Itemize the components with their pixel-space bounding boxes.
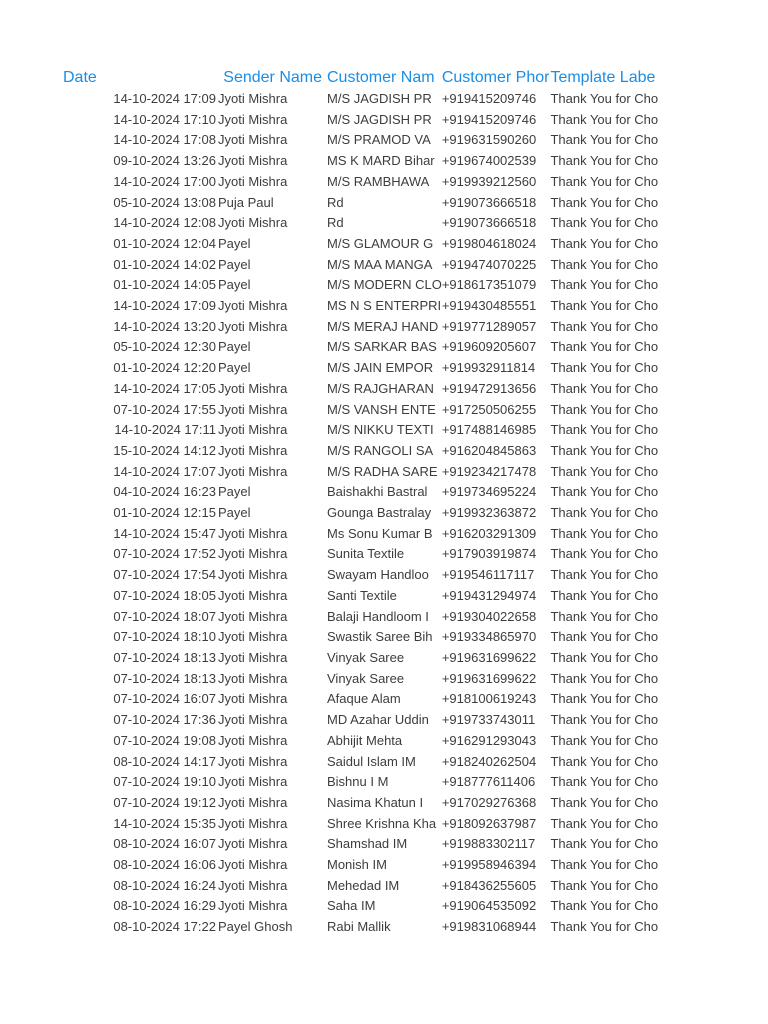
cell-date[interactable]: 08-10-2024 16:29 xyxy=(113,898,216,914)
table-row xyxy=(63,275,658,296)
cell-customer-name[interactable]: M/S VANSH ENTE xyxy=(327,401,436,417)
cell-sender-name[interactable]: Jyoti Mishra xyxy=(218,525,288,541)
cell-template-label[interactable]: Thank You for Cho xyxy=(550,857,659,873)
cell-customer-phone[interactable]: +919734695224 xyxy=(441,484,537,500)
table-row xyxy=(63,586,658,607)
cell-customer-phone[interactable]: +917903919874 xyxy=(441,546,537,562)
cell-date[interactable]: 14-10-2024 17:10 xyxy=(113,111,216,127)
cell-template-label[interactable]: Thank You for Cho xyxy=(550,649,659,665)
cell-template-label[interactable]: Thank You for Cho xyxy=(550,774,659,790)
cell-sender-name[interactable]: Payel xyxy=(218,256,251,272)
cell-date[interactable]: 14-10-2024 17:08 xyxy=(113,132,216,148)
cell-sender-name[interactable]: Jyoti Mishra xyxy=(218,898,288,914)
cell-date[interactable]: 08-10-2024 14:17 xyxy=(113,753,216,769)
cell-customer-name[interactable]: Sunita Textile xyxy=(327,546,405,562)
cell-sender-name[interactable]: Jyoti Mishra xyxy=(218,774,288,790)
cell-sender-name[interactable]: Jyoti Mishra xyxy=(218,732,288,748)
cell-template-label[interactable]: Thank You for Cho xyxy=(550,277,659,293)
cell-date[interactable]: 08-10-2024 16:06 xyxy=(113,857,216,873)
table-row xyxy=(63,130,658,151)
cell-date[interactable]: 14-10-2024 15:35 xyxy=(113,815,216,831)
cell-sender-name[interactable]: Payel xyxy=(218,339,251,355)
cell-customer-phone[interactable]: +919064535092 xyxy=(441,898,537,914)
table-row xyxy=(63,441,658,462)
cell-customer-name[interactable]: M/S PRAMOD VA xyxy=(327,132,431,148)
cell-customer-phone[interactable]: +919334865970 xyxy=(441,629,537,645)
cell-template-label[interactable]: Thank You for Cho xyxy=(550,670,659,686)
table-row xyxy=(63,151,658,172)
cell-date[interactable]: 07-10-2024 17:55 xyxy=(113,401,216,417)
cell-sender-name[interactable]: Payel xyxy=(218,360,251,376)
cell-customer-name[interactable]: MS N S ENTERPRI xyxy=(327,298,442,314)
table-row xyxy=(63,296,658,317)
cell-template-label[interactable]: Thank You for Cho xyxy=(550,898,659,914)
cell-date[interactable]: 08-10-2024 16:07 xyxy=(113,836,216,852)
cell-date[interactable]: 14-10-2024 17:07 xyxy=(113,463,216,479)
cell-template-label[interactable]: Thank You for Cho xyxy=(550,111,659,127)
cell-customer-name[interactable]: M/S RADHA SARE xyxy=(327,463,438,479)
table-row xyxy=(63,669,658,690)
cell-customer-name[interactable]: Swastik Saree Bih xyxy=(327,629,433,645)
cell-customer-phone[interactable]: +919073666518 xyxy=(441,194,537,210)
table-row xyxy=(63,462,658,483)
cell-date[interactable]: 07-10-2024 18:10 xyxy=(113,629,216,645)
cell-date[interactable]: 01-10-2024 12:20 xyxy=(113,360,216,376)
cell-customer-name[interactable]: Gounga Bastralay xyxy=(327,505,432,521)
cell-customer-name[interactable]: Vinyak Saree xyxy=(327,670,405,686)
cell-customer-name[interactable]: Baishakhi Bastral xyxy=(327,484,428,500)
cell-customer-name[interactable]: Afaque Alam xyxy=(327,691,401,707)
cell-date[interactable]: 14-10-2024 17:05 xyxy=(113,380,216,396)
cell-customer-phone[interactable]: +917488146985 xyxy=(441,422,537,438)
cell-customer-name[interactable]: M/S GLAMOUR G xyxy=(327,235,434,251)
table-row xyxy=(63,234,658,255)
cell-sender-name[interactable]: Jyoti Mishra xyxy=(218,815,288,831)
cell-customer-name[interactable]: Balaji Handloom I xyxy=(327,608,429,624)
cell-customer-phone[interactable]: +919431294974 xyxy=(441,587,537,603)
cell-customer-name[interactable]: Vinyak Saree xyxy=(327,649,405,665)
cell-date[interactable]: 14-10-2024 17:09 xyxy=(113,91,216,106)
cell-customer-name[interactable]: Saha IM xyxy=(327,898,376,914)
table-row xyxy=(63,565,658,586)
cell-customer-phone[interactable]: +919932911814 xyxy=(441,360,536,376)
cell-customer-name[interactable]: M/S MAA MANGA xyxy=(327,256,433,272)
cell-sender-name[interactable]: Jyoti Mishra xyxy=(218,649,288,665)
cell-template-label[interactable]: Thank You for Cho xyxy=(550,732,659,748)
cell-customer-phone[interactable]: +916203291309 xyxy=(441,525,537,541)
cell-sender-name[interactable]: Jyoti Mishra xyxy=(218,877,288,893)
cell-customer-phone[interactable]: +919234217478 xyxy=(441,463,537,479)
cell-customer-phone[interactable]: +919546117117 xyxy=(441,567,535,583)
cell-customer-phone[interactable]: +918436255605 xyxy=(441,877,537,893)
cell-customer-phone[interactable]: +918092637987 xyxy=(441,815,537,831)
cell-date[interactable]: 01-10-2024 14:05 xyxy=(113,277,216,293)
table-row xyxy=(63,627,658,648)
cell-customer-phone[interactable]: +919939212560 xyxy=(441,173,537,189)
cell-customer-name[interactable]: M/S JAIN EMPOR xyxy=(327,360,434,376)
table-row xyxy=(63,896,658,917)
cell-sender-name[interactable]: Payel Ghosh xyxy=(218,919,293,935)
cell-customer-name[interactable]: M/S RAJGHARAN xyxy=(327,380,434,396)
cell-sender-name[interactable]: Jyoti Mishra xyxy=(218,608,288,624)
cell-customer-name[interactable]: Monish IM xyxy=(327,857,387,873)
cell-customer-phone[interactable]: +916291293043 xyxy=(441,732,537,748)
table-row xyxy=(63,110,658,131)
cell-customer-name[interactable]: Mehedad IM xyxy=(327,877,400,893)
cell-sender-name[interactable]: Jyoti Mishra xyxy=(218,857,288,873)
table-row xyxy=(63,400,658,421)
cell-template-label[interactable]: Thank You for Cho xyxy=(550,463,659,479)
cell-customer-name[interactable]: Shamshad IM xyxy=(327,836,408,852)
cell-template-label[interactable]: Thank You for Cho xyxy=(550,691,659,707)
table-row xyxy=(63,379,658,400)
cell-template-label[interactable]: Thank You for Cho xyxy=(550,256,659,272)
cell-sender-name[interactable]: Jyoti Mishra xyxy=(218,380,288,396)
cell-customer-name[interactable]: M/S MERAJ HAND xyxy=(327,318,439,334)
cell-customer-phone[interactable]: +917029276368 xyxy=(441,794,537,810)
cell-date[interactable]: 07-10-2024 18:13 xyxy=(113,649,216,665)
cell-template-label[interactable]: Thank You for Cho xyxy=(550,360,659,376)
cell-sender-name[interactable]: Jyoti Mishra xyxy=(218,318,288,334)
table-row xyxy=(63,793,658,814)
cell-sender-name[interactable]: Jyoti Mishra xyxy=(218,463,288,479)
cell-sender-name[interactable]: Jyoti Mishra xyxy=(218,567,288,583)
cell-customer-name[interactable]: Rabi Mallik xyxy=(327,919,391,935)
cell-customer-phone[interactable]: +917250506255 xyxy=(441,401,537,417)
table-row xyxy=(63,772,658,793)
cell-customer-phone[interactable]: +919304022658 xyxy=(441,608,537,624)
cell-customer-phone[interactable]: +919831068944 xyxy=(441,919,537,935)
cell-template-label[interactable]: Thank You for Cho xyxy=(550,525,659,541)
cell-template-label[interactable]: Thank You for Cho xyxy=(550,442,659,458)
spreadsheet-area xyxy=(63,66,658,938)
cell-template-label[interactable]: Thank You for Cho xyxy=(550,608,659,624)
cell-sender-name[interactable]: Jyoti Mishra xyxy=(218,422,288,438)
cell-customer-name[interactable]: Rd xyxy=(327,194,344,210)
cell-customer-name[interactable]: MS K MARD Bihar xyxy=(327,153,435,169)
cell-customer-name[interactable]: Ms Sonu Kumar B xyxy=(327,525,433,541)
cell-template-label[interactable]: Thank You for Cho xyxy=(550,380,659,396)
table-row xyxy=(63,917,658,938)
cell-customer-phone[interactable]: +919631590260 xyxy=(441,132,537,148)
cell-sender-name[interactable]: Jyoti Mishra xyxy=(218,111,288,127)
table-row xyxy=(63,337,658,358)
cell-sender-name[interactable]: Jyoti Mishra xyxy=(218,132,288,148)
cell-customer-phone[interactable]: +918240262504 xyxy=(441,753,537,769)
cell-customer-phone[interactable]: +919609205607 xyxy=(441,339,537,355)
cell-sender-name[interactable]: Jyoti Mishra xyxy=(218,753,288,769)
cell-template-label[interactable]: Thank You for Cho xyxy=(550,919,659,935)
table-row xyxy=(63,358,658,379)
cell-template-label[interactable]: Thank You for Cho xyxy=(550,794,659,810)
table-row xyxy=(63,544,658,565)
cell-date[interactable]: 07-10-2024 19:12 xyxy=(113,794,216,810)
table-row xyxy=(63,420,658,441)
cell-template-label[interactable]: Thank You for Cho xyxy=(550,505,659,521)
cell-customer-phone[interactable]: +919733743011 xyxy=(441,712,536,728)
cell-customer-phone[interactable]: +919631699622 xyxy=(441,670,537,686)
cell-customer-phone[interactable]: +919430485551 xyxy=(441,298,537,314)
cell-customer-phone[interactable]: +919474070225 xyxy=(441,256,537,272)
cell-date[interactable]: 07-10-2024 18:05 xyxy=(113,587,216,603)
cell-sender-name[interactable]: Jyoti Mishra xyxy=(218,153,288,169)
cell-template-label[interactable]: Thank You for Cho xyxy=(550,567,659,583)
cell-date[interactable]: 14-10-2024 12:08 xyxy=(113,215,216,231)
cell-sender-name[interactable]: Jyoti Mishra xyxy=(218,401,288,417)
cell-date[interactable]: 08-10-2024 16:24 xyxy=(113,877,216,893)
cell-customer-name[interactable]: M/S SARKAR BAS xyxy=(327,339,437,355)
cell-customer-phone[interactable]: +919415209746 xyxy=(441,111,537,127)
cell-date[interactable]: 07-10-2024 17:36 xyxy=(113,712,216,728)
cell-date[interactable]: 01-10-2024 12:15 xyxy=(113,505,216,521)
cell-customer-name[interactable]: Shree Krishna Kha xyxy=(327,815,437,831)
cell-date[interactable]: 09-10-2024 13:26 xyxy=(113,153,216,169)
cell-template-label[interactable]: Thank You for Cho xyxy=(550,587,659,603)
cell-customer-phone[interactable]: +919674002539 xyxy=(441,153,537,169)
cell-sender-name[interactable]: Jyoti Mishra xyxy=(218,670,288,686)
cell-sender-name[interactable]: Jyoti Mishra xyxy=(218,794,288,810)
cell-template-label[interactable]: Thank You for Cho xyxy=(550,753,659,769)
cell-date[interactable]: 15-10-2024 14:12 xyxy=(113,442,216,458)
table-row xyxy=(63,752,658,773)
cell-date[interactable]: 14-10-2024 17:00 xyxy=(113,173,216,189)
cell-customer-name[interactable]: Abhijit Mehta xyxy=(327,732,403,748)
cell-sender-name[interactable]: Payel xyxy=(218,277,251,293)
cell-template-label[interactable]: Thank You for Cho xyxy=(550,132,659,148)
cell-customer-name[interactable]: Rd xyxy=(327,215,344,231)
table-row xyxy=(63,255,658,276)
cell-customer-phone[interactable]: +919631699622 xyxy=(441,649,537,665)
cell-date[interactable]: 07-10-2024 19:10 xyxy=(113,774,216,790)
table-row xyxy=(63,710,658,731)
cell-template-label[interactable]: Thank You for Cho xyxy=(550,484,659,500)
cell-customer-name[interactable]: M/S RAMBHAWA xyxy=(327,173,430,189)
message-log-table xyxy=(63,66,658,938)
cell-customer-name[interactable]: Swayam Handloo xyxy=(327,567,429,583)
cell-date[interactable]: 07-10-2024 18:07 xyxy=(113,608,216,624)
cell-sender-name[interactable]: Jyoti Mishra xyxy=(218,629,288,645)
cell-template-label[interactable]: Thank You for Cho xyxy=(550,877,659,893)
cell-template-label[interactable]: Thank You for Cho xyxy=(550,91,659,106)
table-row xyxy=(63,503,658,524)
cell-template-label[interactable]: Thank You for Cho xyxy=(550,173,659,189)
cell-customer-phone[interactable]: +916204845863 xyxy=(441,442,537,458)
cell-date[interactable]: 07-10-2024 16:07 xyxy=(113,691,216,707)
cell-sender-name[interactable]: Payel xyxy=(218,235,251,251)
cell-template-label[interactable]: Thank You for Cho xyxy=(550,298,659,314)
cell-template-label[interactable]: Thank You for Cho xyxy=(550,836,659,852)
cell-sender-name[interactable]: Jyoti Mishra xyxy=(218,298,288,314)
cell-date[interactable]: 05-10-2024 12:30 xyxy=(113,339,216,355)
cell-customer-phone[interactable]: +919771289057 xyxy=(441,318,537,334)
table-row xyxy=(63,731,658,752)
table-row xyxy=(63,89,658,110)
cell-customer-phone[interactable]: +919073666518 xyxy=(441,215,537,231)
cell-date[interactable]: 08-10-2024 17:22 xyxy=(113,919,216,935)
cell-customer-phone[interactable]: +919804618024 xyxy=(441,235,537,251)
header-row xyxy=(63,66,658,89)
cell-sender-name[interactable]: Jyoti Mishra xyxy=(218,836,288,852)
cell-date[interactable]: 14-10-2024 13:20 xyxy=(113,318,216,334)
cell-date[interactable]: 04-10-2024 16:23 xyxy=(113,484,216,500)
cell-customer-name[interactable]: M/S MODERN CLO xyxy=(327,277,442,293)
cell-template-label[interactable]: Thank You for Cho xyxy=(550,235,659,251)
cell-customer-phone[interactable]: +919958946394 xyxy=(441,857,537,873)
cell-customer-phone[interactable]: +918777611406 xyxy=(441,774,536,790)
table-row xyxy=(63,876,658,897)
cell-date[interactable]: 07-10-2024 17:52 xyxy=(113,546,216,562)
cell-customer-name[interactable]: M/S RANGOLI SA xyxy=(327,442,434,458)
header-customer-phone[interactable]: Customer Phor xyxy=(441,69,550,86)
cell-template-label[interactable]: Thank You for Cho xyxy=(550,815,659,831)
table-row xyxy=(63,648,658,669)
cell-customer-name[interactable]: M/S NIKKU TEXTI xyxy=(327,422,434,438)
cell-sender-name[interactable]: Jyoti Mishra xyxy=(218,215,288,231)
cell-customer-phone[interactable]: +919883302117 xyxy=(441,836,536,852)
cell-sender-name[interactable]: Puja Paul xyxy=(218,194,274,210)
cell-customer-phone[interactable]: +919415209746 xyxy=(441,91,537,106)
cell-template-label[interactable]: Thank You for Cho xyxy=(550,318,659,334)
header-sender-name[interactable]: Sender Name xyxy=(223,69,322,86)
cell-sender-name[interactable]: Jyoti Mishra xyxy=(218,712,288,728)
cell-template-label[interactable]: Thank You for Cho xyxy=(550,194,659,210)
cell-template-label[interactable]: Thank You for Cho xyxy=(550,546,659,562)
cell-customer-phone[interactable]: +919472913656 xyxy=(441,380,537,396)
table-row xyxy=(63,172,658,193)
cell-sender-name[interactable]: Jyoti Mishra xyxy=(218,546,288,562)
cell-customer-phone[interactable]: +918617351079 xyxy=(441,277,537,293)
cell-customer-name[interactable]: Nasima Khatun I xyxy=(327,794,424,810)
cell-customer-phone[interactable]: +919932363872 xyxy=(441,505,537,521)
cell-template-label[interactable]: Thank You for Cho xyxy=(550,712,659,728)
cell-sender-name[interactable]: Jyoti Mishra xyxy=(218,442,288,458)
table-row xyxy=(63,317,658,338)
table-row xyxy=(63,482,658,503)
header-customer-name[interactable]: Customer Nam xyxy=(327,69,435,86)
header-date[interactable]: Date xyxy=(63,69,97,86)
cell-template-label[interactable]: Thank You for Cho xyxy=(550,215,659,231)
table-row xyxy=(63,607,658,628)
cell-date[interactable]: 07-10-2024 17:54 xyxy=(113,567,216,583)
cell-template-label[interactable]: Thank You for Cho xyxy=(550,153,659,169)
cell-template-label[interactable]: Thank You for Cho xyxy=(550,422,659,438)
cell-sender-name[interactable]: Payel xyxy=(218,505,251,521)
cell-date[interactable]: 01-10-2024 14:02 xyxy=(113,256,216,272)
table-row xyxy=(63,689,658,710)
cell-sender-name[interactable]: Jyoti Mishra xyxy=(218,691,288,707)
table-row xyxy=(63,524,658,545)
cell-sender-name[interactable]: Jyoti Mishra xyxy=(218,173,288,189)
table-row xyxy=(63,814,658,835)
cell-customer-name[interactable]: M/S JAGDISH PR xyxy=(327,111,432,127)
cell-sender-name[interactable]: Jyoti Mishra xyxy=(218,587,288,603)
table-row xyxy=(63,834,658,855)
cell-date[interactable]: 14-10-2024 17:11 xyxy=(114,422,216,438)
cell-template-label[interactable]: Thank You for Cho xyxy=(550,401,659,417)
cell-date[interactable]: 14-10-2024 17:09 xyxy=(113,298,216,314)
cell-customer-name[interactable]: M/S JAGDISH PR xyxy=(327,91,432,106)
header-template-label[interactable]: Template Labe xyxy=(550,69,656,86)
cell-template-label[interactable]: Thank You for Cho xyxy=(550,339,659,355)
cell-customer-name[interactable]: MD Azahar Uddin xyxy=(327,712,429,728)
table-row xyxy=(63,213,658,234)
cell-customer-name[interactable]: Bishnu I M xyxy=(327,774,389,790)
cell-date[interactable]: 05-10-2024 13:08 xyxy=(113,194,216,210)
cell-date[interactable]: 07-10-2024 19:08 xyxy=(113,732,216,748)
table-row xyxy=(63,855,658,876)
cell-date[interactable]: 07-10-2024 18:13 xyxy=(113,670,216,686)
cell-date[interactable]: 01-10-2024 12:04 xyxy=(113,235,216,251)
cell-customer-name[interactable]: Santi Textile xyxy=(327,587,397,603)
cell-date[interactable]: 14-10-2024 15:47 xyxy=(113,525,216,541)
cell-sender-name[interactable]: Jyoti Mishra xyxy=(218,91,288,106)
cell-template-label[interactable]: Thank You for Cho xyxy=(550,629,659,645)
cell-customer-name[interactable]: Saidul Islam IM xyxy=(327,753,416,769)
table-row xyxy=(63,193,658,214)
cell-sender-name[interactable]: Payel xyxy=(218,484,251,500)
cell-customer-phone[interactable]: +918100619243 xyxy=(441,691,537,707)
